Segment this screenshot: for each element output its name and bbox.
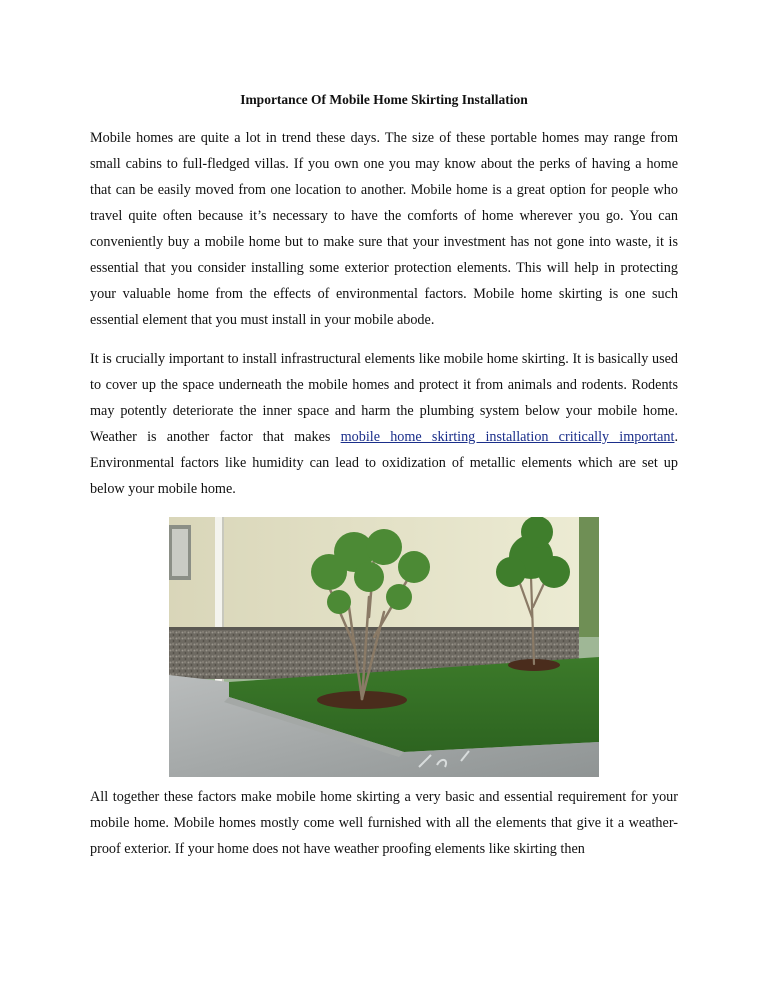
paragraph-intro: Mobile homes are quite a lot in trend these days. The size of these portable homes may range from small cabins to full-fledged villas. If you own one you may know about the perks of having a home that can be easily moved from one location to another. Mobile home is a great option for people who travel quite often because it’s necessary to have the comforts of home wherever you go. You can conveniently buy a mobile home but to make sure that your investment has not gone into waste, it is essential that you consider installing some exterior protection elements. This will help in protecting your valuable home from the effects of environmental factors. Mobile home skirting is one such essential element that you must install in your mobile abode.	[90, 130, 678, 328]
mobile-home-skirting-photo	[169, 517, 599, 777]
paragraph-importance-text: It is crucially important to install infrastructural elements like mobile home skirting. It is basically used to cover up the space underneath the mobile homes and protect it from animals and rodents. Rodents may potently deteriorate the inner space and harm the plumbing system below your mobile home. Weather is another factor that makes	[90, 351, 678, 445]
paragraph-importance-tail: . Environmental factors like humidity can lead to oxidization of metallic elements which are set up below your mobile home.	[90, 429, 679, 497]
paragraph-importance	[90, 346, 678, 502]
skirting-installation-link[interactable]: mobile home skirting installation critically important	[340, 429, 675, 445]
page-title: Importance Of Mobile Home Skirting Installation	[240, 92, 528, 107]
paragraph-conclusion: All together these factors make mobile home skirting a very basic and essential requirement for your mobile home. Mobile homes mostly come well furnished with all the elements that give it a weather-proof exterior. If your home does not have weather proofing elements like skirting then	[90, 789, 678, 857]
